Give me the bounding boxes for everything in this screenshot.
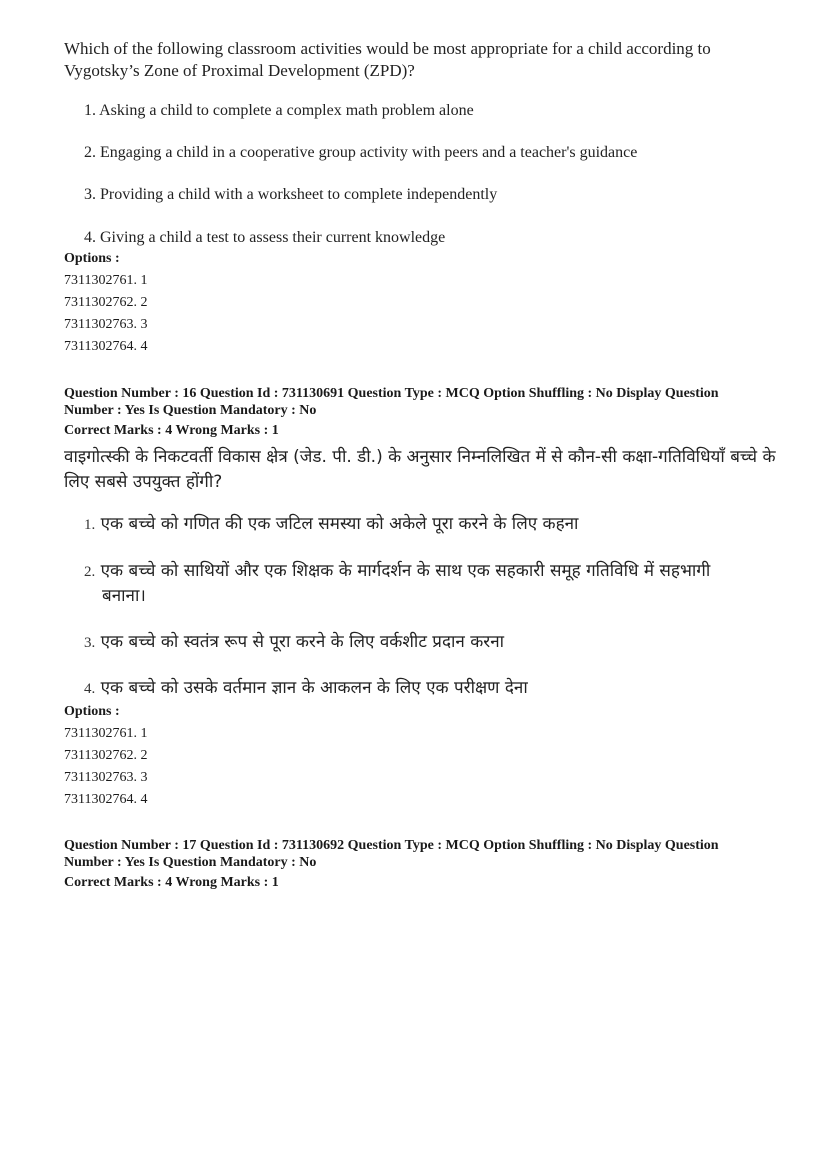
q16-choice-2 — [84, 559, 794, 608]
q15-options-label: Options : — [64, 251, 120, 266]
q16-choice-4-number: 4. — [84, 681, 96, 697]
q16-option-id-3: 7311302763. 3 — [64, 770, 148, 785]
q16-options-label: Options : — [64, 704, 120, 719]
q16-meta — [64, 385, 784, 419]
q16-choice-2-continuation: बनाना। — [102, 586, 146, 606]
q17-meta-line1: Question Number : 17 Question Id : 731130692 Question Type : MCQ Option Shuffling : No Display Question — [64, 838, 719, 853]
q15-stem: Which of the following classroom activities would be most appropriate for a child according to Vygotsky’s Zone of Proximal Development (ZPD)? — [64, 39, 711, 80]
q16-choice-4-text: एक बच्चे को उसके वर्तमान ज्ञान के आकलन के लिए एक परीक्षण देना — [100, 678, 528, 698]
q16-choice-1-text: एक बच्चे को गणित की एक जटिल समस्या को अकेले पूरा करने के लिए कहना — [100, 514, 579, 534]
q16-choice-2-text: एक बच्चे को साथियों और एक शिक्षक के मार्गदर्शन के साथ एक सहकारी समूह गतिविधि में सहभागी — [100, 561, 711, 581]
q16-option-id-1: 7311302761. 1 — [64, 726, 148, 741]
q15-choice-2: 2. Engaging a child in a cooperative group activity with peers and a teacher's guidance — [84, 144, 638, 161]
q17-meta-line2: Number : Yes Is Question Mandatory : No — [64, 855, 317, 870]
q15-option-id-2: 7311302762. 2 — [64, 295, 148, 310]
q15-option-id-1: 7311302761. 1 — [64, 273, 148, 288]
q16-option-id-2: 7311302762. 2 — [64, 748, 148, 763]
q16-choice-3-number: 3. — [84, 635, 96, 651]
q15-option-id-3: 7311302763. 3 — [64, 317, 148, 332]
q15-choice-3: 3. Providing a child with a worksheet to complete independently — [84, 186, 498, 203]
q17-meta — [64, 837, 784, 871]
q16-choice-2-number: 2. — [84, 564, 96, 580]
q16-choice-3-text: एक बच्चे को स्वतंत्र रूप से पूरा करने के लिए वर्कशीट प्रदान करना — [100, 632, 505, 652]
q16-meta-line1: Question Number : 16 Question Id : 731130691 Question Type : MCQ Option Shuffling : No Display Question — [64, 386, 719, 401]
q16-option-id-4: 7311302764. 4 — [64, 792, 148, 807]
q16-marks: Correct Marks : 4 Wrong Marks : 1 — [64, 423, 279, 438]
q15-option-id-4: 7311302764. 4 — [64, 339, 148, 354]
q16-stem-hindi: वाइगोत्स्की के निकटवर्ती विकास क्षेत्र (जेड. पी. डी.) के अनुसार निम्नलिखित में से कौन-सी कक्षा-गतिविधियाँ बच्चे के लिए सबसे उपयुक्त होंगी? — [64, 447, 776, 492]
q16-choice-4 — [84, 676, 794, 701]
q15-choice-1: 1. Asking a child to complete a complex math problem alone — [84, 102, 474, 119]
q16-choice-1-number: 1. — [84, 517, 96, 533]
q15-choice-4: 4. Giving a child a test to assess their current knowledge — [84, 229, 446, 246]
q16-meta-line2: Number : Yes Is Question Mandatory : No — [64, 403, 317, 418]
q16-choice-3 — [84, 630, 794, 655]
q16-choice-1 — [84, 512, 794, 537]
q17-marks: Correct Marks : 4 Wrong Marks : 1 — [64, 875, 279, 890]
